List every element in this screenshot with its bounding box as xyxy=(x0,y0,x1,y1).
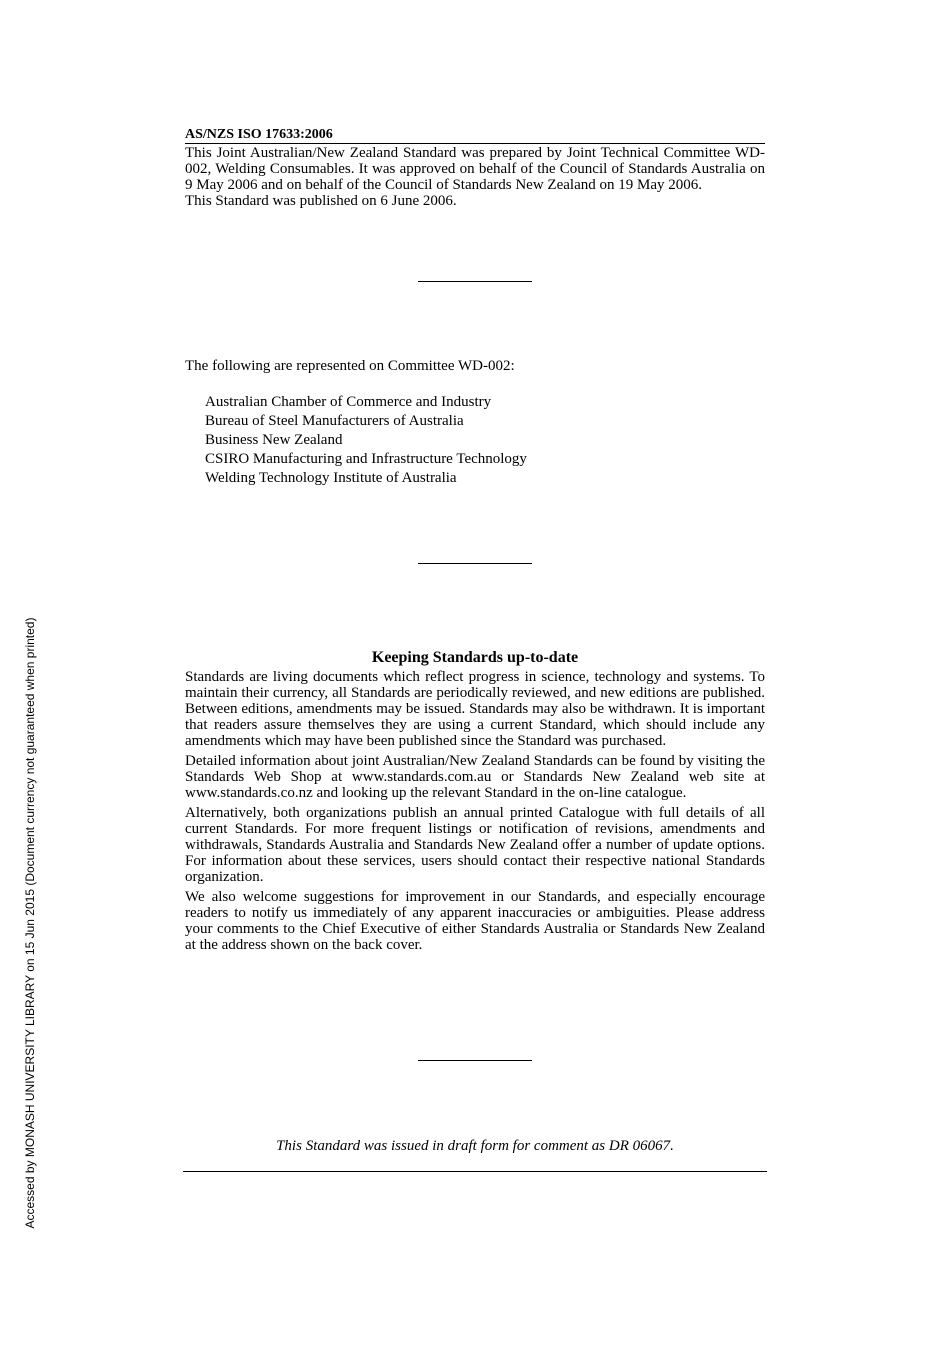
document-identifier: AS/NZS ISO 17633:2006 xyxy=(185,126,765,144)
publication-date: This Standard was published on 6 June 2006. xyxy=(185,193,457,209)
approval-statement xyxy=(185,145,765,209)
section-separator xyxy=(418,1060,532,1061)
list-item: CSIRO Manufacturing and Infrastructure Technology xyxy=(205,451,527,467)
paragraph: Alternatively, both organizations publish an annual printed Catalogue with full details of all current Standards. For more frequent listings or notification of revisions, amendments and withdrawals, Standards Australia and Standards New Zealand offer a number of update options. For information about these services, users should contact their respective national Standards organization. xyxy=(185,805,765,885)
list-item: Business New Zealand xyxy=(205,432,343,448)
keeping-standards-section xyxy=(185,669,765,957)
draft-note: This Standard was issued in draft form for comment as DR 06067. xyxy=(276,1138,674,1154)
committee-members-list xyxy=(205,393,527,488)
paragraph: We also welcome suggestions for improvement in our Standards, and especially encourage readers to notify us immediately of any apparent inaccuracies or ambiguities. Please address your comments to the Chief Executive of either Standards Australia or Standards New Zealand at the address shown on the back cover. xyxy=(185,889,765,953)
list-item: Australian Chamber of Commerce and Industry xyxy=(205,394,492,410)
committee-intro: The following are represented on Committee WD-002: xyxy=(185,358,515,374)
list-item: Welding Technology Institute of Australia xyxy=(205,470,457,486)
section-separator xyxy=(418,281,532,282)
approval-paragraph: This Joint Australian/New Zealand Standard was prepared by Joint Technical Committee WD-002, Welding Consumables. It was approved on behalf of the Council of Standards Australia on 9 May 2006 and on behalf of the Council of Standards New Zealand on 19 May 2006. xyxy=(185,145,765,193)
section-heading: Keeping Standards up-to-date xyxy=(371,649,579,666)
paragraph: Detailed information about joint Australian/New Zealand Standards can be found by visiting the Standards Web Shop at www.standards.com.au or Standards New Zealand web site at www.standards.co.nz and looking up the relevant Standard in the on-line catalogue. xyxy=(185,753,765,801)
paragraph: Standards are living documents which reflect progress in science, technology and systems. To maintain their currency, all Standards are periodically reviewed, and new editions are published. Between editions, amendments may be issued. Standards may also be withdrawn. It is important that readers assure themselves they are using a current Standard, which should include any amendments which may have been published since the Standard was purchased. xyxy=(185,669,765,749)
list-item: Bureau of Steel Manufacturers of Australia xyxy=(205,413,464,429)
access-watermark: Accessed by MONASH UNIVERSITY LIBRARY on 15 Jun 2015 (Document currency not guaranteed when printed) xyxy=(23,617,37,1229)
footer-rule xyxy=(183,1171,767,1172)
section-separator xyxy=(418,563,532,564)
